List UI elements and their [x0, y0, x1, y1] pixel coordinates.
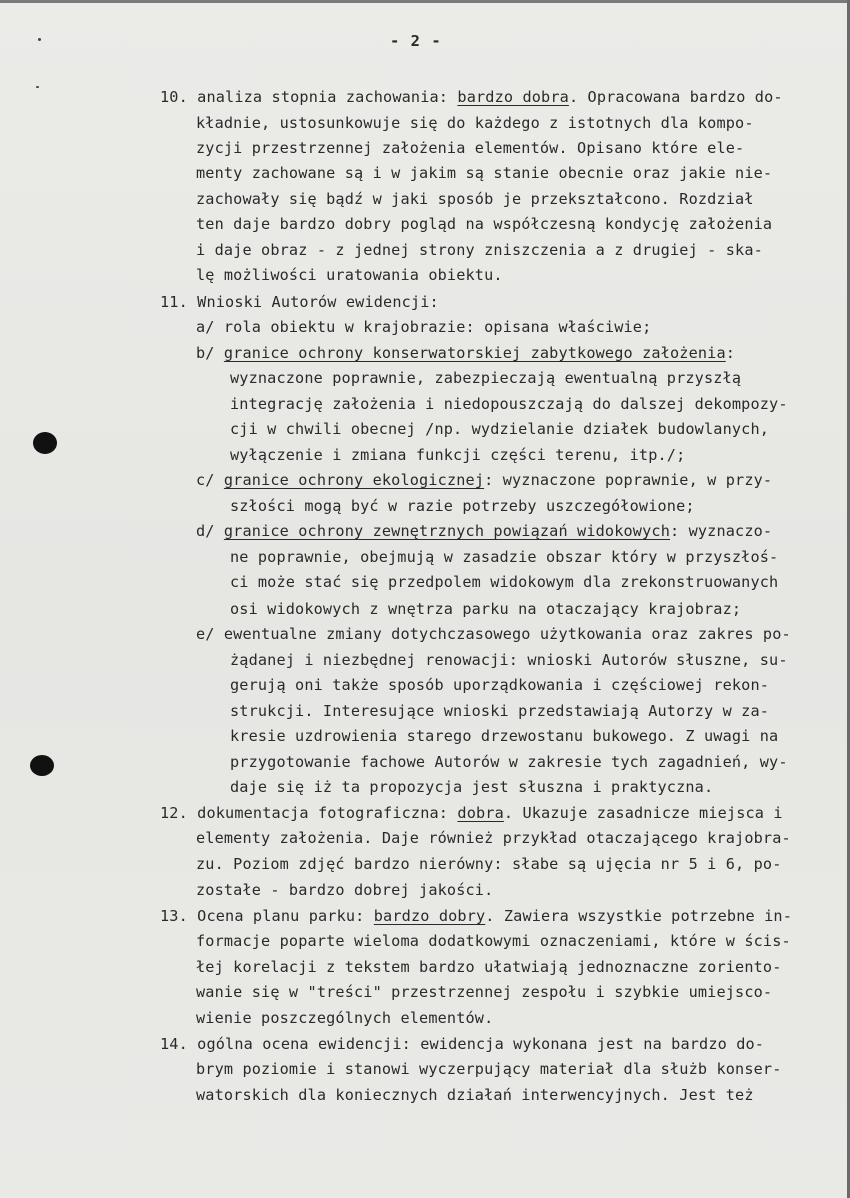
text-run: lę możliwości uratowania obiektu. — [196, 266, 503, 284]
text-line — [196, 955, 782, 981]
text-line — [196, 238, 763, 264]
text-line — [196, 980, 772, 1006]
text-run: zu. Poziom zdjęć bardzo nierówny: słabe są ujęcia nr 5 i 6, po- — [196, 855, 782, 873]
text-run: c/ — [196, 471, 224, 489]
text-run: wyznaczone poprawnie, zabezpieczają ewentualną przyszłą — [230, 369, 742, 387]
text-run: ci może stać się przedpolem widokowym dla zrekonstruowanych — [230, 573, 779, 591]
text-line — [196, 929, 791, 955]
text-line — [230, 366, 741, 392]
text-run: e/ ewentualne zmiany dotychczasowego użytkowania oraz zakres po- — [196, 625, 791, 643]
text-run: i daje obraz - z jednej strony zniszczenia a z drugiej - ska- — [196, 241, 763, 259]
text-line — [196, 315, 651, 341]
text-line — [196, 519, 772, 545]
underlined-run: granice ochrony ekologicznej — [223, 471, 485, 489]
text-line — [196, 136, 744, 162]
text-line — [160, 290, 439, 316]
underlined-run: dobra — [457, 804, 504, 822]
text-line — [196, 263, 503, 289]
text-run: : — [725, 344, 736, 362]
text-line — [196, 826, 791, 852]
text-run: 10. analiza stopnia zachowania: — [160, 88, 458, 106]
text-line — [230, 648, 788, 674]
text-run: żądanej i niezbędnej renowacji: wnioski Autorów słuszne, su- — [230, 651, 788, 669]
page-number: - 2 - — [390, 32, 442, 50]
text-line — [196, 341, 735, 367]
text-run: formacje poparte wieloma dodatkowymi oznaczeniami, które w ścis- — [196, 932, 791, 950]
text-run: wyłączenie i zmiana funkcji części terenu, itp./; — [230, 446, 686, 464]
text-run: . Ukazuje zasadnicze miejsca i — [503, 804, 783, 822]
text-run: wienie poszczególnych elementów. — [196, 1009, 494, 1027]
text-run: zostałe - bardzo dobrej jakości. — [196, 881, 494, 899]
text-run: a/ rola obiektu w krajobrazie: opisana właściwie; — [196, 318, 652, 336]
text-line — [230, 775, 713, 801]
text-line — [230, 417, 769, 443]
text-run: wanie się w "treści" przestrzennej zespołu i szybkie umiejsco- — [196, 983, 773, 1001]
underlined-run: bardzo dobry — [373, 907, 486, 925]
text-run: 12. dokumentacja fotograficzna: — [160, 804, 458, 822]
text-run: gerują oni także sposób uporządkowania i częściowej rekon- — [230, 676, 770, 694]
text-line — [160, 801, 783, 827]
text-run: ne poprawnie, obejmują w zasadzie obszar który w przyszłoś- — [230, 548, 779, 566]
text-run: strukcji. Interesujące wnioski przedstawiają Autorzy w za- — [230, 702, 770, 720]
text-line — [196, 187, 754, 213]
text-run: integrację założenia i niedopouszczają do dalszej dekompozy- — [230, 395, 788, 413]
text-line — [196, 111, 754, 137]
text-line — [230, 545, 778, 571]
text-run: kresie uzdrowienia starego drzewostanu bukowego. Z uwagi na — [230, 727, 779, 745]
text-run: . Opracowana bardzo do- — [568, 88, 783, 106]
text-line — [230, 570, 778, 596]
text-run: menty zachowane są i w jakim są stanie obecnie oraz jakie nie- — [196, 164, 773, 182]
text-line — [196, 622, 791, 648]
text-line — [160, 904, 792, 930]
text-line — [196, 212, 772, 238]
text-line — [230, 443, 685, 469]
text-run: brym poziomie i stanowi wyczerpujący materiał dla służb konser- — [196, 1060, 782, 1078]
underlined-run: bardzo dobra — [457, 88, 569, 106]
text-run: zycji przestrzennej założenia elementów. Opisano które ele- — [196, 139, 745, 157]
underlined-run: granice ochrony zewnętrznych powiązań widokowych — [223, 522, 670, 540]
text-line — [196, 161, 772, 187]
text-run: 11. Wnioski Autorów ewidencji: — [160, 293, 439, 311]
text-run: : wyznaczo- — [670, 522, 773, 540]
text-line — [196, 878, 493, 904]
dust-speck — [36, 86, 39, 88]
text-line — [196, 1006, 493, 1032]
text-line — [160, 1032, 764, 1058]
text-line — [196, 468, 772, 494]
text-run: watorskich dla koniecznych działań interwencyjnych. Jest też — [196, 1086, 754, 1104]
text-run: ten daje bardzo dobry pogląd na współczesną kondycję założenia — [196, 215, 773, 233]
text-line — [230, 673, 769, 699]
text-run: 13. Ocena planu parku: — [160, 907, 374, 925]
text-run: cji w chwili obecnej /np. wydzielanie działek budowlanych, — [230, 420, 770, 438]
text-run: zachowały się bądź w jaki sposób je przekształcono. Rozdział — [196, 190, 754, 208]
text-line — [230, 750, 788, 776]
text-run: przygotowanie fachowe Autorów w zakresie tych zagadnień, wy- — [230, 753, 788, 771]
text-run: szłości mogą być w razie potrzeby uszczegółowione; — [230, 497, 695, 515]
text-line — [230, 724, 778, 750]
text-line — [196, 1083, 754, 1109]
text-line — [230, 392, 788, 418]
dust-speck — [38, 38, 41, 41]
text-run: 14. ogólna ocena ewidencji: ewidencja wykonana jest na bardzo do- — [160, 1035, 765, 1053]
text-run: kładnie, ustosunkowuje się do każdego z istotnych dla kompo- — [196, 114, 754, 132]
text-line — [230, 494, 695, 520]
punch-hole-top — [33, 432, 57, 454]
text-run: b/ — [196, 344, 224, 362]
text-line — [196, 1057, 782, 1083]
text-run: . Zawiera wszystkie potrzebne in- — [485, 907, 792, 925]
text-run: osi widokowych z wnętrza parku na otaczający krajobraz; — [230, 600, 742, 618]
text-run: daje się iż ta propozycja jest słuszna i praktyczna. — [230, 778, 714, 796]
underlined-run: granice ochrony konserwatorskiej zabytkowego założenia — [223, 344, 726, 362]
text-run: łej korelacji z tekstem bardzo ułatwiają jednoznaczne zoriento- — [196, 958, 782, 976]
punch-hole-bottom — [30, 755, 54, 776]
text-run: d/ — [196, 522, 224, 540]
page-top-edge — [0, 0, 850, 3]
text-line — [196, 852, 782, 878]
text-run: elementy założenia. Daje również przykład otaczającego krajobra- — [196, 829, 791, 847]
text-run: : wyznaczone poprawnie, w przy- — [484, 471, 773, 489]
text-line — [230, 597, 741, 623]
text-line — [230, 699, 769, 725]
text-line — [160, 85, 783, 111]
